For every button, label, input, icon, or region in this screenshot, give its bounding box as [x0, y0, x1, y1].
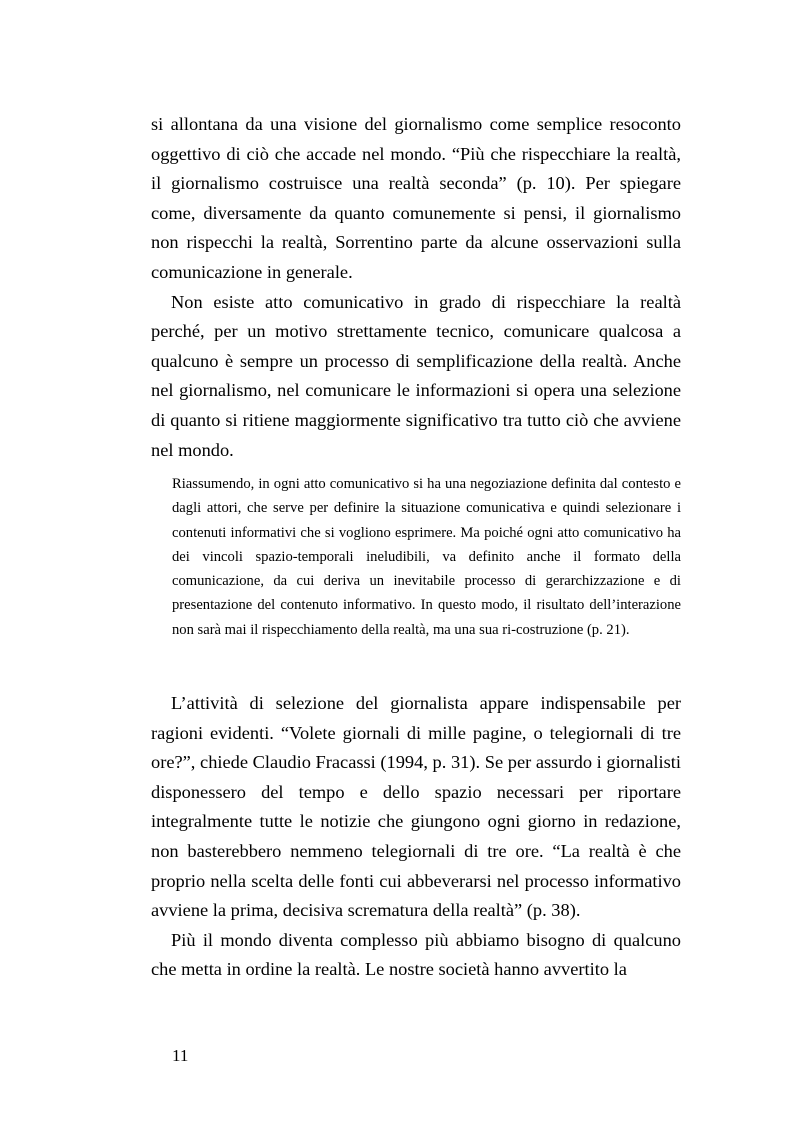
block-quote: Riassumendo, in ogni atto comunicativo si ha una negoziazione definita dal contesto e dagli attori, che serve per definire la situazione comunicativa e quindi selezionare i contenuti informativi che si vogliono esprimere. Ma poiché ogni atto comunicativo ha dei vincoli spazio-temporali ineludibili, va definito anche il formato della comunicazione, da cui deriva un inevitabile processo di gerarchizzazione e di presentazione del contenuto informativo. In questo modo, il risultato dell’interazione non sarà mai il rispecchiamento della realtà, ma una sua ri-costruzione (p. 21). [172, 476, 681, 638]
paragraph-continuation: si allontana da una visione del giornalismo come semplice resoconto oggettivo di ciò che accade nel mondo. “Più che rispecchiare la realtà, il giornalismo costruisce una realtà seconda” (p. 10). Per spiegare come, diversamente da quanto comunemente si pensi, il giornalismo non rispecchi la realtà, Sorrentino parte da alcune osservazioni sulla comunicazione in generale. [151, 114, 681, 282]
paragraph: L’attività di selezione del giornalista appare indispensabile per ragioni evidenti. “Volete giornali di mille pagine, o telegiornali di tre ore?”, chiede Claudio Fracassi (1994, p. 31). Se per assurdo i giornalisti disponessero del tempo e dello spazio necessari per riportare integralmente tutte le notizie che giungono ogni giorno in redazione, non basterebbero nemmeno telegiornali di tre ore. “La realtà è che proprio nella scelta delle fonti cui abbeverarsi nel processo informativo avviene la prima, decisiva scrematura della realtà” (p. 38). [151, 693, 681, 921]
page-number: 11 [172, 1046, 189, 1065]
body-text-bottom [151, 689, 681, 985]
body-text-top [151, 110, 681, 465]
paragraph-continues: Più il mondo diventa complesso più abbiamo bisogno di qualcuno che metta in ordine la realtà. Le nostre società hanno avvertito la [151, 929, 681, 980]
paragraph: Non esiste atto comunicativo in grado di rispecchiare la realtà perché, per un motivo strettamente tecnico, comunicare qualcosa a qualcuno è sempre un processo di semplificazione della realtà. Anche nel giornalismo, nel comunicare le informazioni si opera una selezione di quanto si ritiene maggiormente significativo tra tutto ciò che avviene nel mondo. [151, 291, 681, 460]
